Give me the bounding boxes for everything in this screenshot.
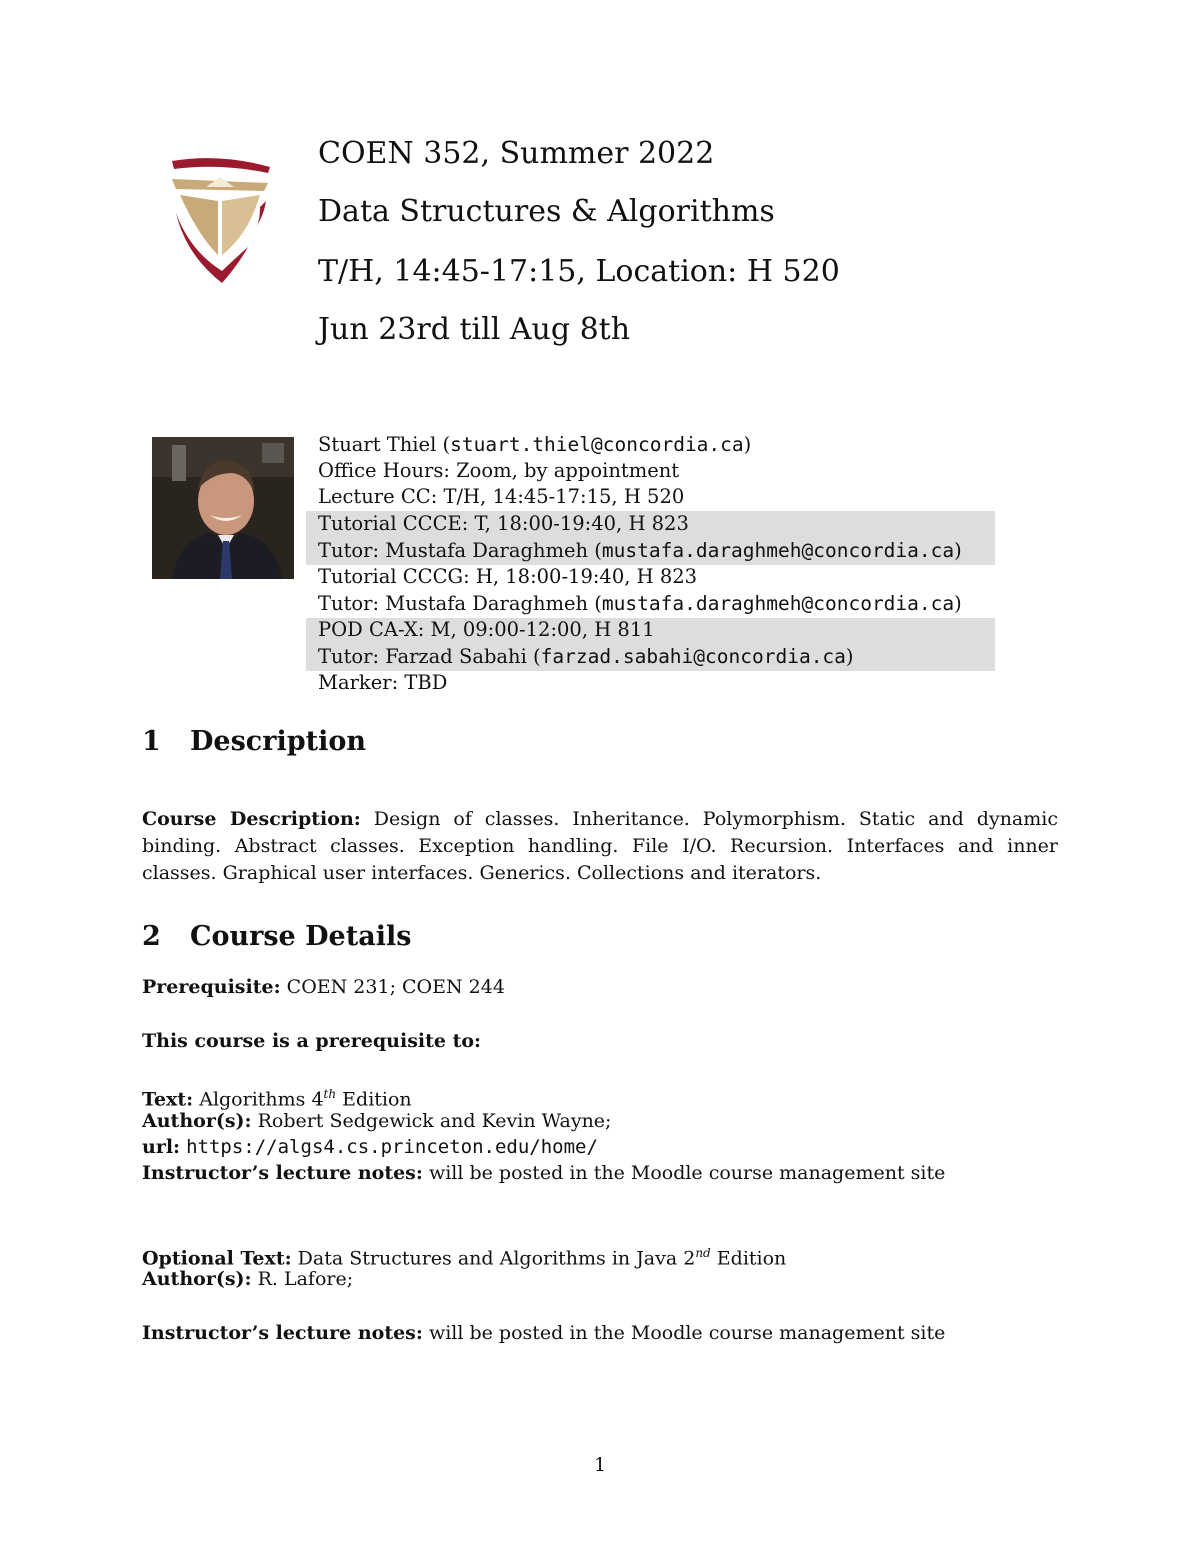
course-description-text: Design of classes. Inheritance. Polymorphism. Static and dynamic binding. Abstract classes. Exception handling. File I/O. Recursion. Interfaces and inner classes. Graphical user interfaces. Generics. Collections and iterators.	[142, 808, 1058, 884]
instructor-email[interactable]: stuart.thiel@concordia.ca	[450, 433, 744, 456]
section-title: Course Details	[190, 921, 412, 952]
lecture-info: Lecture CC: T/H, 14:45-17:15, H 520	[318, 485, 685, 508]
section-title: Description	[190, 726, 366, 757]
instructor-contact: Stuart Thiel (stuart.thiel@concordia.ca)	[318, 433, 752, 456]
optional-text-suffix: Edition	[716, 1247, 787, 1270]
text-suffix: Edition	[342, 1088, 412, 1111]
optional-authors-label: Author(s):	[142, 1268, 252, 1290]
optional-text-value: Data Structures and Algorithms in Java 2	[297, 1247, 696, 1270]
tutor-line: Tutor: Farzad Sabahi (farzad.sabahi@concordia.ca)	[318, 645, 854, 668]
text-sup: th	[323, 1087, 337, 1101]
lecture-notes-line	[142, 1160, 945, 1186]
instructor-photo	[152, 437, 294, 579]
prerequisite-label: Prerequisite:	[142, 976, 281, 998]
url-line	[142, 1134, 598, 1160]
session-line: Tutorial CCCE: T, 18:00-19:40, H 823	[318, 512, 689, 535]
session-line: Tutorial CCCG: H, 18:00-19:40, H 823	[318, 565, 698, 588]
tutor-email[interactable]: farzad.sabahi@concordia.ca	[540, 645, 846, 668]
course-title: Data Structures & Algorithms	[318, 194, 775, 229]
lecture-notes-label: Instructor’s lecture notes:	[142, 1162, 423, 1184]
session-line: POD CA-X: M, 09:00-12:00, H 811	[318, 618, 655, 641]
optional-authors-line	[142, 1266, 353, 1292]
lecture-notes-value: will be posted in the Moodle course management site	[428, 1322, 946, 1344]
tutor-name: Tutor: Farzad Sabahi (	[318, 645, 541, 668]
authors-label: Author(s):	[142, 1110, 252, 1132]
section-number: 2	[142, 921, 161, 952]
tutor-email[interactable]: mustafa.daraghmeh@concordia.ca	[601, 539, 955, 562]
tutor-line: Tutor: Mustafa Daraghmeh (mustafa.daraghmeh@concordia.ca)	[318, 592, 962, 615]
optional-authors-value: R. Lafore;	[257, 1268, 354, 1290]
authors-line	[142, 1108, 611, 1134]
marker-line: Marker: TBD	[318, 671, 448, 694]
tutor-name: Tutor: Mustafa Daraghmeh (	[318, 539, 602, 562]
section-heading-details	[142, 921, 411, 952]
lecture-notes-value: will be posted in the Moodle course management site	[428, 1162, 946, 1184]
url-link[interactable]: https://algs4.cs.princeton.edu/home/	[186, 1136, 598, 1158]
prerequisite-line	[142, 974, 505, 1000]
url-label: url:	[142, 1136, 181, 1158]
text-value: Algorithms 4	[199, 1088, 324, 1111]
tutor-line: Tutor: Mustafa Daraghmeh (mustafa.daraghmeh@concordia.ca)	[318, 539, 962, 562]
course-dates: Jun 23rd till Aug 8th	[318, 312, 631, 347]
lecture-notes-label: Instructor’s lecture notes:	[142, 1322, 423, 1344]
course-description	[142, 806, 1058, 887]
tutor-email[interactable]: mustafa.daraghmeh@concordia.ca	[601, 592, 955, 615]
authors-value: Robert Sedgewick and Kevin Wayne;	[257, 1110, 612, 1132]
optional-text-sup: nd	[695, 1246, 711, 1260]
tutor-name: Tutor: Mustafa Daraghmeh (	[318, 592, 602, 615]
section-number: 1	[142, 726, 161, 757]
page-number: 1	[594, 1454, 607, 1476]
course-description-label: Course Description:	[142, 808, 361, 830]
optional-text-label: Optional Text:	[142, 1247, 292, 1270]
instructor-name: Stuart Thiel	[318, 433, 437, 456]
university-logo	[168, 155, 274, 285]
course-code: COEN 352, Summer 2022	[318, 136, 715, 171]
section-heading-description	[142, 726, 366, 757]
course-schedule: T/H, 14:45-17:15, Location: H 520	[318, 254, 840, 289]
text-label: Text:	[142, 1088, 194, 1111]
prerequisite-value: COEN 231; COEN 244	[286, 976, 505, 998]
prerequisite-to-line: This course is a prerequisite to:	[142, 1030, 482, 1052]
lecture-notes-line	[142, 1320, 945, 1346]
office-hours: Office Hours: Zoom, by appointment	[318, 459, 680, 482]
